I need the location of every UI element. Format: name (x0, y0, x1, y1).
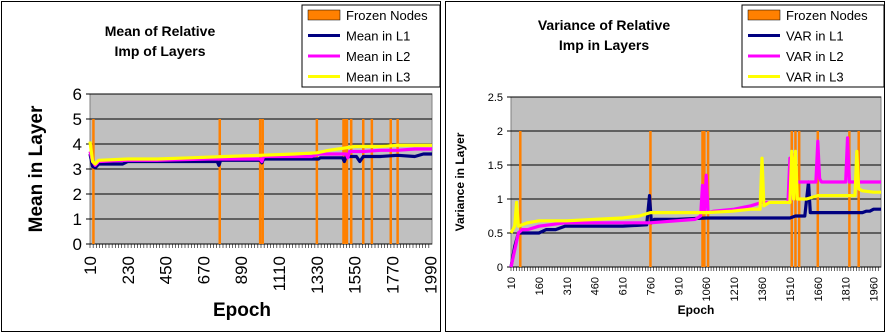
x-tick-label: 1550 (345, 256, 365, 294)
chart-panel-mean (1, 1, 441, 332)
x-tick-label: 1510 (784, 277, 797, 302)
y-tick-label: 1.5 (487, 160, 503, 172)
y-axis-label: Variance in Layer (453, 132, 467, 232)
y-tick-label: 1 (72, 210, 82, 229)
x-tick-label: 10 (81, 256, 100, 275)
y-tick-label: 0.5 (487, 228, 503, 240)
legend-label: VAR in L1 (786, 28, 844, 44)
x-tick-label: 1810 (840, 277, 853, 302)
chart-title-line: Mean of Relative (104, 23, 216, 39)
y-tick-label: 5 (72, 110, 82, 129)
legend-swatch-frozen-nodes (748, 10, 780, 20)
y-tick-label: 1 (496, 194, 503, 206)
x-tick-label: 610 (617, 277, 630, 296)
x-tick-label: 1660 (812, 277, 825, 302)
legend-label: Frozen Nodes (346, 8, 428, 23)
x-tick-label: 310 (561, 277, 574, 296)
x-axis-label: Epoch (212, 300, 272, 321)
y-tick-label: 0 (72, 235, 82, 254)
x-tick-label: 460 (589, 277, 602, 296)
variance-chart-svg (446, 2, 886, 333)
x-tick-label: 890 (232, 256, 252, 285)
x-axis-label: Epoch (677, 303, 715, 317)
legend-label: Frozen Nodes (786, 8, 868, 23)
x-tick-label: 230 (118, 256, 138, 285)
x-tick-label: 1060 (701, 277, 714, 302)
y-tick-label: 2 (496, 126, 503, 138)
x-tick-label: 160 (533, 277, 546, 296)
y-axis-label: Mean in Layer (26, 105, 47, 233)
y-tick-label: 4 (72, 135, 82, 154)
chart-title-line: Imp in Layers (558, 37, 650, 53)
chart-title-line: Imp of Layers (114, 43, 206, 59)
legend-label: Mean in L1 (346, 28, 411, 44)
y-tick-label: 2 (72, 185, 82, 204)
y-tick-label: 6 (72, 85, 82, 104)
legend-label: VAR in L2 (786, 49, 844, 64)
chart-title-line: Variance of Relative (537, 17, 671, 33)
x-tick-label: 1360 (757, 277, 770, 302)
y-tick-label: 2.5 (487, 92, 503, 104)
mean-chart-svg (2, 2, 442, 333)
x-tick-label: 10 (506, 277, 518, 290)
x-tick-label: 450 (156, 256, 176, 285)
x-tick-label: 910 (673, 277, 686, 296)
chart-panel-variance (445, 1, 885, 332)
x-tick-label: 760 (645, 277, 658, 296)
y-tick-label: 0 (496, 262, 503, 274)
x-tick-label: 1960 (868, 277, 881, 302)
y-tick-label: 3 (72, 160, 82, 179)
legend-label: VAR in L3 (786, 69, 844, 85)
x-tick-label: 1770 (383, 256, 403, 294)
x-tick-label: 1990 (421, 256, 441, 294)
legend-label: Mean in L3 (346, 69, 411, 85)
legend-swatch-frozen-nodes (308, 10, 340, 20)
x-tick-label: 1110 (270, 256, 290, 292)
x-tick-label: 670 (194, 256, 214, 285)
legend-label: Mean in L2 (346, 49, 411, 64)
x-tick-label: 1330 (307, 256, 327, 294)
x-tick-label: 1210 (729, 277, 742, 302)
